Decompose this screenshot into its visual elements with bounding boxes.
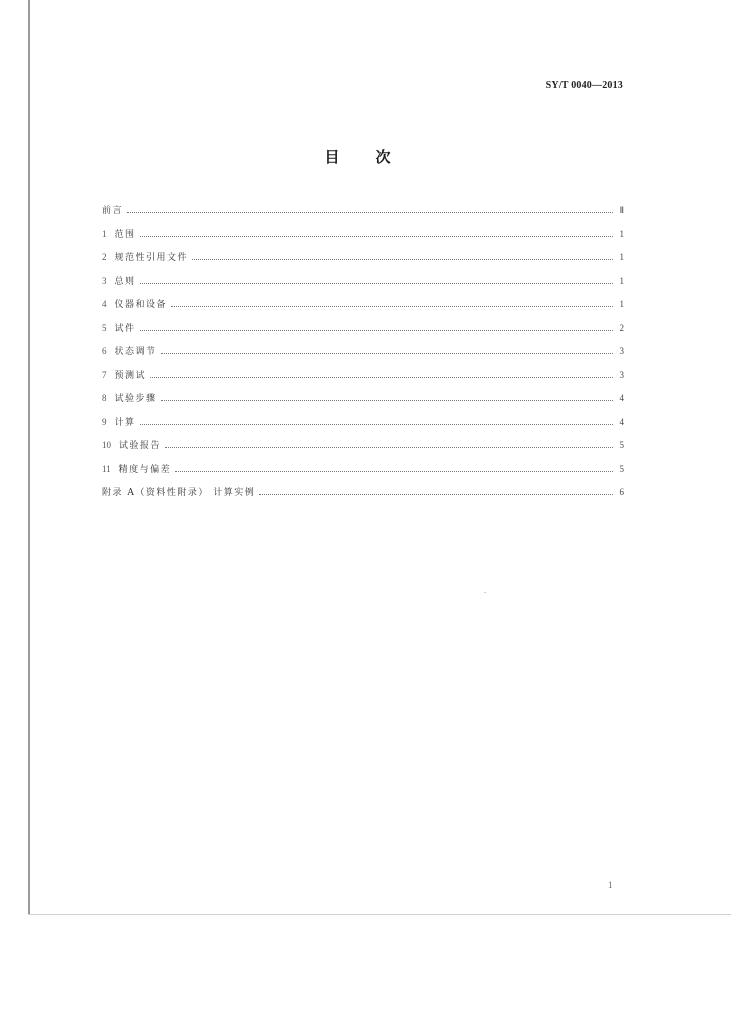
toc-dot-leader	[140, 282, 613, 284]
toc-entry-page: 4	[619, 393, 624, 403]
toc-dot-leader	[150, 376, 613, 378]
toc-entry-page: 3	[619, 346, 624, 356]
toc-entry-label	[102, 415, 140, 428]
toc-entry-label	[102, 462, 175, 475]
toc-entry-page: 1	[619, 299, 624, 309]
toc-entry[interactable]	[102, 274, 624, 298]
table-of-contents	[102, 203, 624, 509]
toc-entry[interactable]	[102, 438, 624, 462]
binding-edge-line	[28, 0, 30, 915]
toc-entry-page: 1	[619, 252, 624, 262]
toc-entry-number: 4	[102, 299, 107, 309]
page-bottom-edge	[28, 914, 731, 915]
toc-entry-number: 5	[102, 322, 107, 333]
toc-dot-leader	[140, 423, 613, 425]
toc-dot-leader	[140, 235, 613, 237]
toc-dot-leader	[175, 470, 613, 472]
toc-entry-text: 范围	[114, 229, 136, 240]
toc-entry-page: 3	[619, 369, 624, 380]
toc-entry-page: 2	[619, 322, 624, 333]
page-number: 1	[608, 880, 613, 890]
toc-entry[interactable]	[102, 227, 624, 251]
toc-entry-text: 精度与偏差	[118, 464, 172, 475]
standard-code: SY/T 0040—2013	[545, 80, 623, 91]
toc-entry-number: 2	[102, 252, 107, 262]
toc-dot-leader	[192, 258, 613, 260]
toc-entry-number: 11	[102, 463, 111, 474]
toc-entry-page: 1	[619, 228, 624, 239]
toc-entry[interactable]	[102, 415, 624, 439]
toc-entry-label	[102, 227, 140, 240]
toc-entry[interactable]	[102, 321, 624, 345]
toc-entry[interactable]	[102, 485, 624, 509]
toc-entry-text: 状态调节	[114, 347, 157, 357]
toc-entry-text: 试验报告	[119, 441, 162, 451]
toc-entry-text: 规范性引用文件	[114, 253, 189, 263]
toc-entry[interactable]	[102, 344, 624, 368]
toc-entry[interactable]	[102, 462, 624, 486]
toc-entry-text: 仪器和设备	[114, 300, 168, 310]
toc-entry-number: 6	[102, 346, 107, 356]
toc-entry-text: 试件	[114, 323, 136, 334]
toc-entry-number: 10	[102, 440, 111, 450]
toc-dot-leader	[171, 305, 613, 307]
toc-entry-text: 试验步骤	[114, 394, 157, 404]
toc-entry-text: 附录 A（资料性附录） 计算实例	[102, 488, 256, 498]
toc-entry-text: 预测试	[114, 370, 147, 381]
toc-entry-number: 1	[102, 228, 107, 239]
toc-entry-page: 4	[619, 416, 624, 427]
toc-entry-text: 总则	[114, 276, 136, 287]
scan-speck	[484, 592, 486, 593]
toc-entry[interactable]	[102, 203, 624, 227]
toc-dot-leader	[259, 493, 613, 495]
toc-entry-number: 3	[102, 275, 107, 286]
toc-entry-text: 前言	[102, 206, 124, 216]
toc-entry-label	[102, 368, 150, 381]
toc-entry-label	[102, 297, 171, 310]
toc-entry-number: 8	[102, 393, 107, 403]
toc-entry-number: 7	[102, 369, 107, 380]
toc-entry-label	[102, 250, 192, 263]
toc-entry-label	[102, 203, 127, 216]
toc-entry-label	[102, 321, 140, 334]
toc-dot-leader	[140, 329, 613, 331]
toc-entry-label	[102, 391, 161, 404]
toc-entry-page: 6	[619, 487, 624, 497]
toc-dot-leader	[165, 446, 613, 448]
toc-entry[interactable]	[102, 391, 624, 415]
toc-entry-label	[102, 485, 259, 498]
toc-dot-leader	[161, 399, 613, 401]
toc-entry-label	[102, 344, 161, 357]
toc-entry-page: 5	[619, 440, 624, 450]
toc-entry[interactable]	[102, 250, 624, 274]
toc-entry-number: 9	[102, 416, 107, 427]
toc-dot-leader	[161, 352, 613, 354]
toc-entry-page: Ⅱ	[619, 205, 624, 215]
toc-entry-label	[102, 438, 165, 451]
toc-dot-leader	[127, 211, 613, 213]
toc-entry[interactable]	[102, 297, 624, 321]
toc-entry-text: 计算	[114, 417, 136, 428]
toc-entry-label	[102, 274, 140, 287]
toc-title: 目次	[324, 148, 427, 166]
toc-entry-page: 5	[619, 463, 624, 474]
toc-entry[interactable]	[102, 368, 624, 392]
toc-entry-page: 1	[619, 275, 624, 286]
